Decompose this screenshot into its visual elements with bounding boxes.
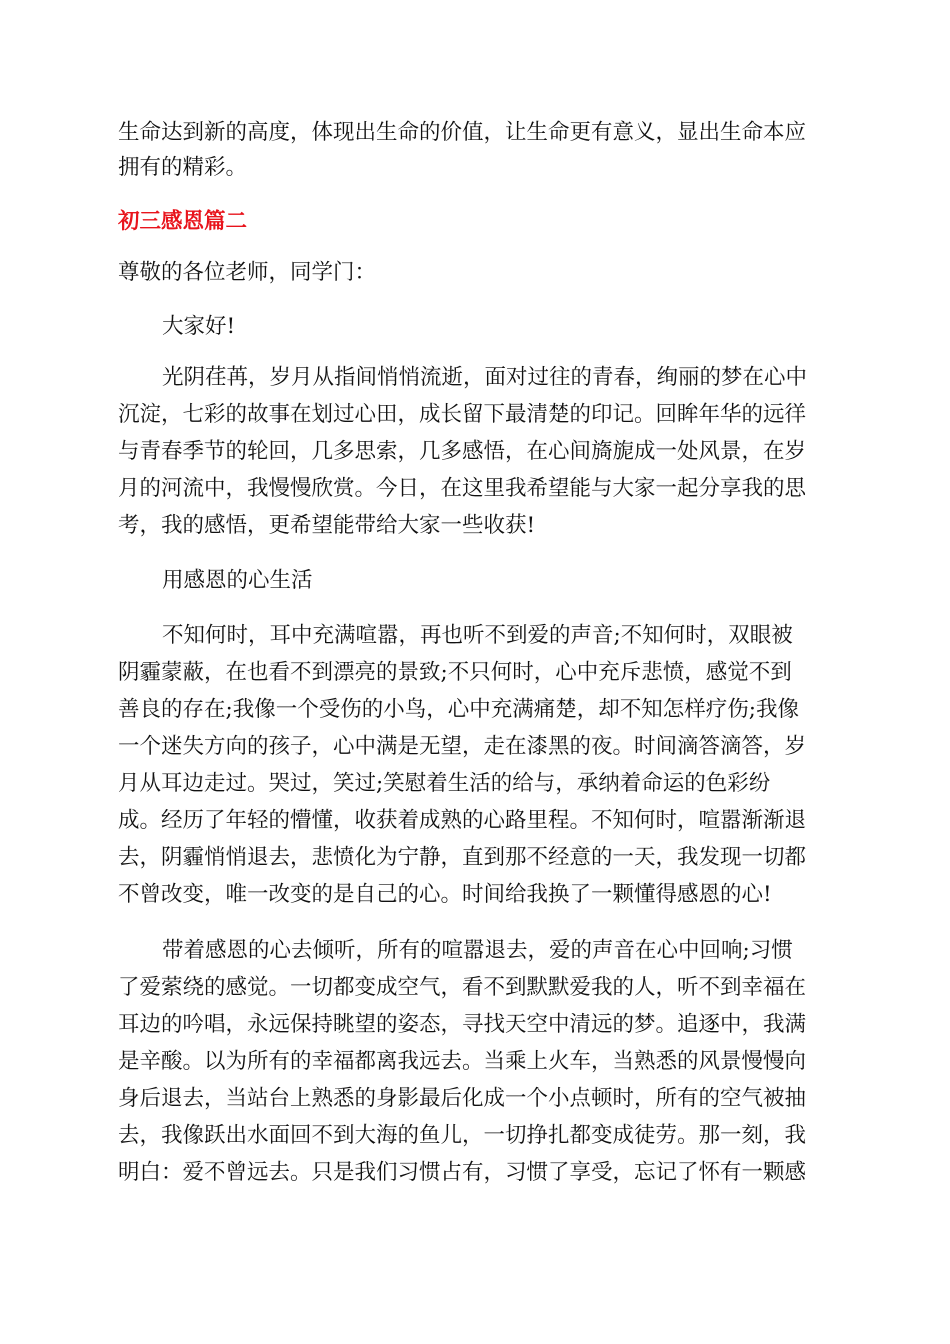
paragraph-3-line-3: 耳边的吟唱，永远保持眺望的姿态，寻找天空中清远的梦。追逐中，我满 (118, 1012, 807, 1037)
paragraph-3-line-2: 了爱萦绕的感觉。一切都变成空气，看不到默默爱我的人，听不到幸福在 (118, 975, 807, 1000)
paragraph-3-line-6: 去，我像跃出水面回不到大海的鱼儿，一切挣扎都变成徒劳。那一刻，我 (118, 1123, 807, 1148)
intro-line-1: 生命达到新的高度，体现出生命的价值，让生命更有意义，显出生命本应 (118, 120, 807, 145)
paragraph-1-line-2: 沉淀，七彩的故事在划过心田，成长留下最清楚的印记。回眸年华的远徉 (118, 402, 807, 427)
paragraph-3-line-1: 带着感恩的心去倾听，所有的喧嚣退去，爱的声音在心中回响;习惯 (162, 938, 793, 963)
paragraph-1-line-1: 光阴荏苒，岁月从指间悄悄流逝，面对过往的青春，绚丽的梦在心中 (162, 365, 808, 390)
greeting: 大家好! (162, 314, 236, 339)
paragraph-3-line-7: 明白：爱不曾远去。只是我们习惯占有，习惯了享受，忘记了怀有一颗感 (118, 1160, 807, 1185)
paragraph-3-line-5: 身后退去，当站台上熟悉的身影最后化成一个小点顿时，所有的空气被抽 (118, 1086, 807, 1111)
paragraph-2-line-5: 月从耳边走过。哭过，笑过;笑慰着生活的给与，承纳着命运的色彩纷 (118, 771, 771, 796)
paragraph-1-line-5: 考，我的感悟，更希望能带给大家一些收获! (118, 513, 536, 538)
paragraph-2-line-7: 去，阴霾悄悄退去，悲愤化为宁静，直到那不经意的一天，我发现一切都 (118, 845, 807, 870)
paragraph-2-line-4: 一个迷失方向的孩子，心中满是无望，走在漆黑的夜。时间滴答滴答，岁 (118, 734, 807, 759)
paragraph-2-line-1: 不知何时，耳中充满喧嚣，再也听不到爱的声音;不知何时，双眼被 (162, 623, 793, 648)
salutation: 尊敬的各位老师，同学门： (118, 260, 377, 285)
subtitle: 用感恩的心生活 (162, 568, 313, 593)
paragraph-3-line-4: 是辛酸。以为所有的幸福都离我远去。当乘上火车，当熟悉的风景慢慢向 (118, 1049, 807, 1074)
paragraph-2-line-3: 善良的存在;我像一个受伤的小鸟，心中充满痛楚，却不知怎样疗伤;我像 (118, 697, 799, 722)
paragraph-1-line-4: 月的河流中，我慢慢欣赏。今日，在这里我希望能与大家一起分享我的思 (118, 476, 807, 501)
paragraph-2-line-8: 不曾改变，唯一改变的是自己的心。时间给我换了一颗懂得感恩的心! (118, 882, 772, 907)
paragraph-1-line-3: 与青春季节的轮回，几多思索，几多感悟，在心间旖旎成一处风景，在岁 (118, 439, 807, 464)
paragraph-2-line-2: 阴霾蒙蔽，在也看不到漂亮的景致;不只何时，心中充斥悲愤，感觉不到 (118, 660, 792, 685)
section-heading: 初三感恩篇二 (118, 209, 248, 234)
paragraph-2-line-6: 成。经历了年轻的懵懂，收获着成熟的心路里程。不知何时，喧嚣渐渐退 (118, 808, 807, 833)
intro-line-2: 拥有的精彩。 (118, 155, 248, 180)
